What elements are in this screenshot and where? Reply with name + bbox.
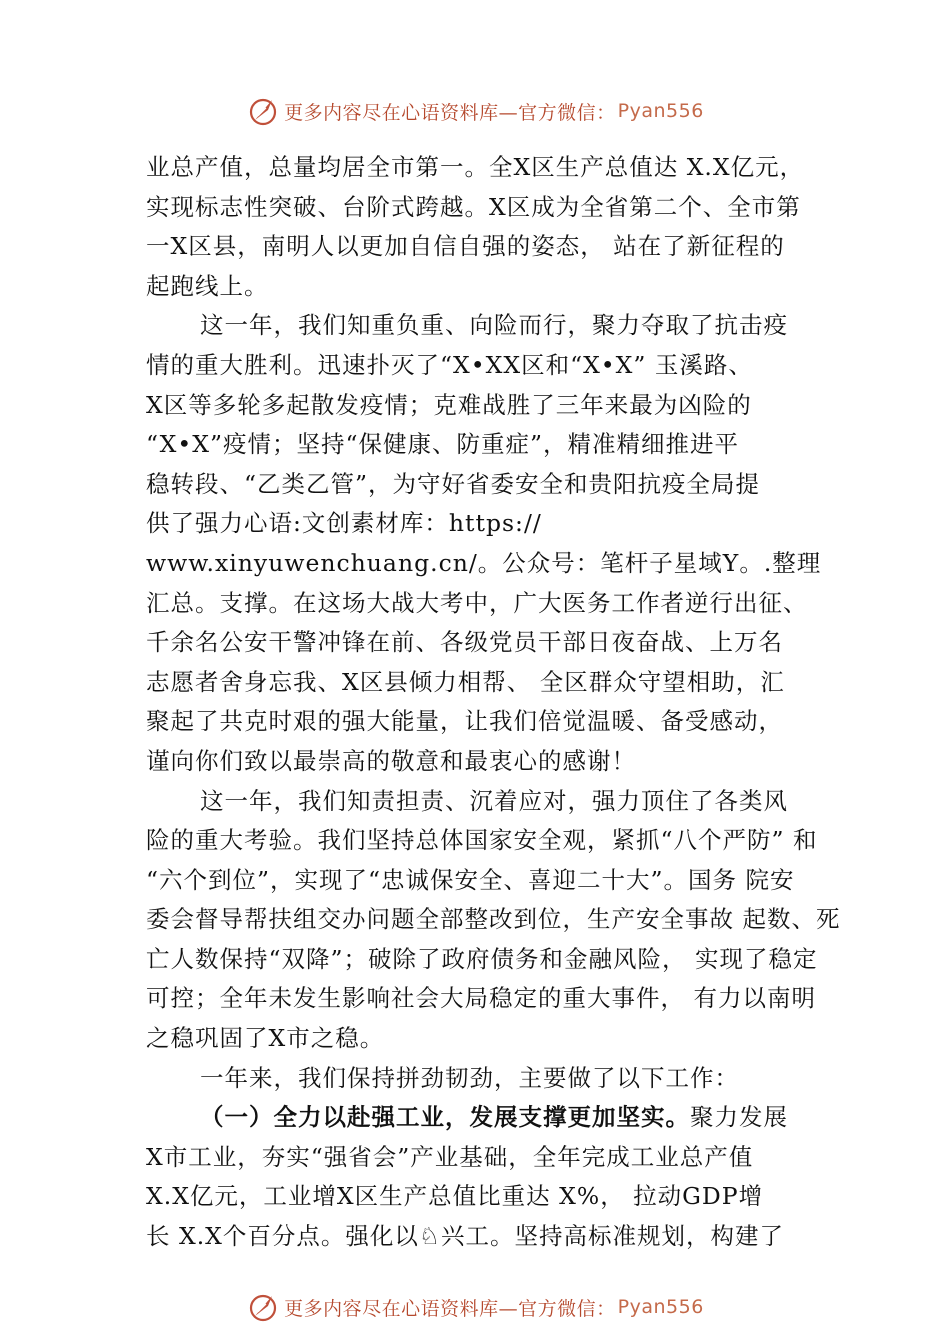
text-line: 情的重大胜利。迅速扑灭了“X•XX区和“X•X” 玉溪路、 (146, 350, 753, 379)
text-line: 可控；全年未发生影响社会大局稳定的重大事件， 有力以南明 (146, 984, 816, 1013)
text-line: 聚起了共克时艰的强大能量，让我们倍觉温暖、备受感动， (146, 707, 783, 736)
text-line: 供了强力心语:文创素材库：https:// (146, 509, 542, 538)
text-line: 聚力发展 (690, 1103, 789, 1132)
text-line: 稳转段、“乙类乙管”，为守好省委安全和贵阳抗疫全局提 (146, 469, 761, 498)
watermark-text: 更多内容尽在心语资料库—官方微信： (284, 101, 616, 124)
text-line: X.X亿元，工业增X区生产总值比重达 X%， 拉动GDP增 (146, 1182, 764, 1211)
quill-circle-icon (246, 94, 280, 128)
section-heading-line (146, 1098, 832, 1138)
text-line: 之稳巩固了X市之稳。 (146, 1024, 385, 1053)
watermark-handle: Pyan556 (617, 1296, 704, 1318)
document-body (146, 148, 841, 1257)
text-line: 业总产值，总量均居全市第一。全X区生产总值达 X.X亿元， (146, 153, 805, 181)
text-line: 志愿者舍身忘我、X区县倾力相帮、 全区群众守望相助，汇 (146, 667, 785, 696)
text-line: 委会督导帮扶组交办问题全部整改到位，生产安全事故 起数、死 (146, 905, 841, 934)
text-line: X区等多轮多起散发疫情；克难战胜了三年来最为凶险的 (146, 390, 752, 419)
text-line: 起跑线上。 (146, 271, 269, 300)
text-line: 险的重大考验。我们坚持总体国家安全观，紧抓“八个严防” 和 (146, 826, 818, 855)
text-line: 一X区县，南明人以更加自信自强的姿态， 站在了新征程的 (146, 232, 785, 261)
text-line: 亡人数保持“双降”；破除了政府债务和金融风险， 实现了稳定 (146, 944, 818, 973)
quill-circle-icon (246, 1290, 280, 1324)
text-line: 汇总。支撑。在这场大战大考中，广大医务工作者逆行出征、 (146, 588, 808, 617)
footer-watermark (0, 1290, 950, 1324)
header-watermark (0, 94, 950, 128)
text-line: 实现标志性突破、台阶式跨越。X区成为全省第二个、全市第 (146, 192, 801, 221)
text-line: “X•X”疫情；坚持“保健康、防重症”，精准精细推进平 (146, 430, 740, 459)
text-line: 一年来，我们保持拼劲韧劲，主要做了以下工作： (200, 1063, 740, 1092)
text-line: 长 X.X个百分点。强化以♘兴工。坚持高标准规划，构建了 (146, 1222, 784, 1251)
text-line: 这一年，我们知责担责、沉着应对，强力顶住了各类风 (200, 786, 789, 815)
text-line: www.xinyuwenchuang.cn/。公众号：笔杆子星域Y。.整理 (146, 548, 822, 577)
text-line: “六个到位”，实现了“忠诚保安全、喜迎二十大”。国务 院安 (146, 865, 795, 894)
text-line: X市工业，夯实“强省会”产业基础，全年完成工业总产值 (146, 1142, 754, 1171)
watermark-text: 更多内容尽在心语资料库—官方微信： (284, 1297, 616, 1320)
section-heading: （一）全力以赴强工业，发展支撑更加坚实。 (200, 1103, 691, 1132)
text-line: 谨向你们致以最崇高的敬意和最衷心的感谢！ (146, 746, 636, 775)
watermark-handle: Pyan556 (617, 100, 704, 122)
text-line: 这一年，我们知重负重、向险而行，聚力夺取了抗击疫 (200, 311, 789, 340)
text-line: 千余名公安干警冲锋在前、各级党员干部日夜奋战、上万名 (146, 628, 783, 657)
